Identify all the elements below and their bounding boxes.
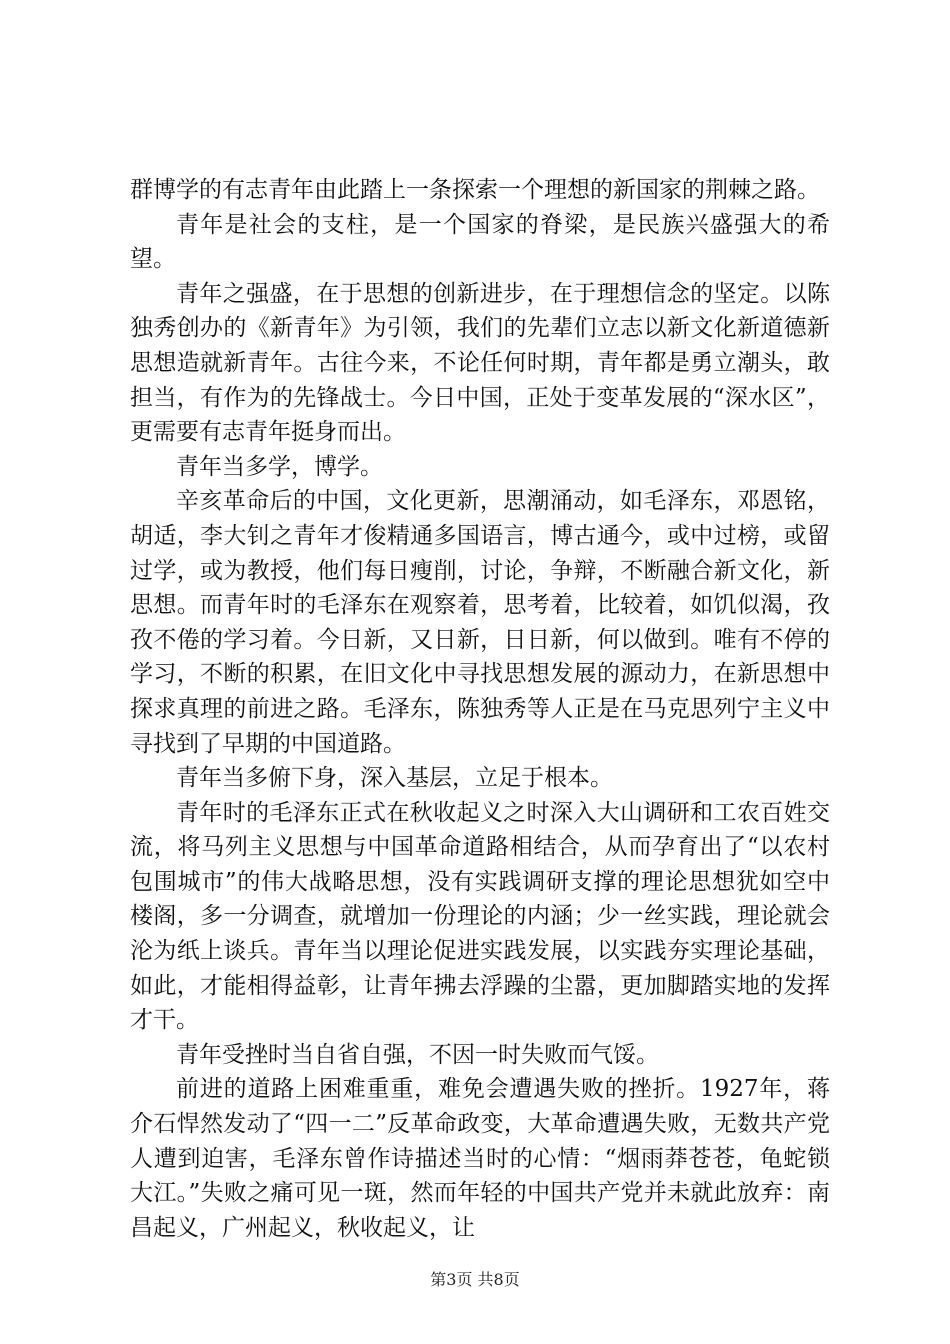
paragraph: 青年之强盛，在于思想的创新进步，在于理想信念的坚定。以陈独秀创办的《新青年》为引领，我们的先辈们立志以新文化新道德新思想造就新青年。古往今来，不论任何时期，青年都是勇立潮头，敢担当，有作为的先锋战士。今日中国，正处于变革发展的“深水区”，更需要有志青年挺身而出。 [130, 280, 830, 446]
paragraph-continuation: 群博学的有志青年由此踏上一条探索一个理想的新国家的荆棘之路。 [130, 177, 820, 203]
page-number: 第3页 共8页 [430, 1270, 520, 1289]
paragraph: 青年是社会的支柱，是一个国家的脊梁，是民族兴盛强大的希望。 [130, 211, 830, 273]
page-footer [0, 1267, 950, 1290]
paragraph-heading: 青年当多俯下身，深入基层，立足于根本。 [176, 765, 613, 792]
paragraph-heading: 青年受挫时当自省自强，不因一时失败而气馁。 [176, 1041, 659, 1068]
paragraph-heading: 青年当多学，博学。 [176, 453, 383, 480]
body-text [130, 173, 830, 1245]
paragraph: 青年时的毛泽东正式在秋收起义之时深入大山调研和工农百姓交流，将马列主义思想与中国革命道路相结合，从而孕育出了“以农村包围城市”的伟大战略思想，没有实践调研支撑的理论思想犹如空中楼阁，多一分调查，就增加一份理论的内涵；少一丝实践，理论就会沦为纸上谈兵。青年当以理论促进实践发展，以实践夯实理论基础，如此，才能相得益彰，让青年拂去浮躁的尘嚣，更加脚踏实地的发挥才干。 [130, 799, 830, 1034]
paragraph: 辛亥革命后的中国，文化更新，思潮涌动，如毛泽东，邓恩铭，胡适，李大钊之青年才俊精通多国语言，博古通今，或中过榜，或留过学，或为教授，他们每日瘦削，讨论，争辩，不断融合新文化，新思想。而青年时的毛泽东在观察着，思考着，比较着，如饥似渴，孜孜不倦的学习着。今日新，又日新，日日新，何以做到。唯有不停的学习，不断的积累，在旧文化中寻找思想发展的源动力，在新思想中探求真理的前进之路。毛泽东，陈独秀等人正是在马克思列宁主义中寻找到了早期的中国道路。 [130, 488, 830, 757]
paragraph: 前进的道路上困难重重，难免会遭遇失败的挫折。1927年，蒋介石悍然发动了“四一二”反革命政变，大革命遭遇失败，无数共产党人遭到迫害，毛泽东曾作诗描述当时的心情：“烟雨莽苍苍，龟蛇锁大江。”失败之痛可见一斑，然而年轻的中国共产党并未就此放弃：南昌起义，广州起义，秋收起义，让 [130, 1076, 830, 1241]
